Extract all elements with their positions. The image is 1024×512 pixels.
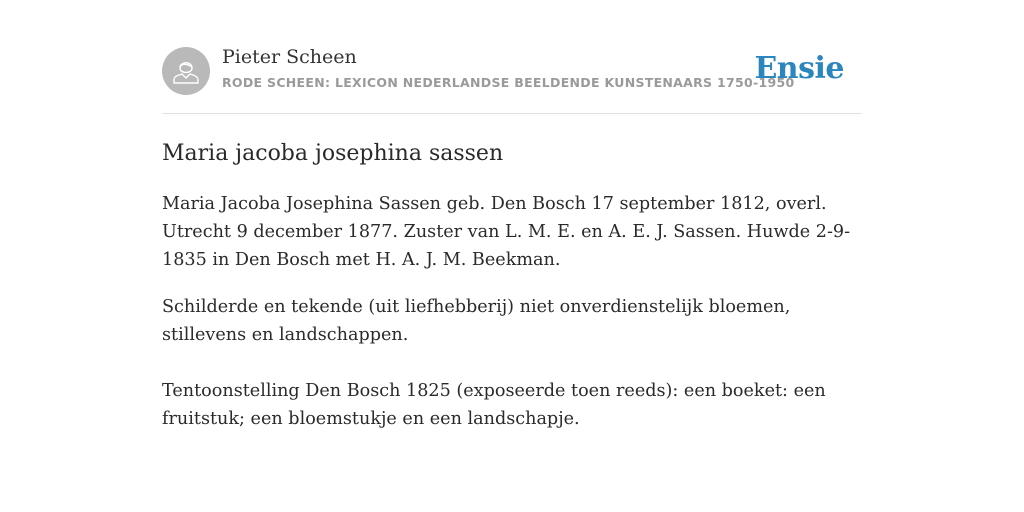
article-paragraph-1: Maria Jacoba Josephina Sassen geb. Den Bosch 17 september 1812, overl. Utrecht 9 december 1877. Zuster van L. M. E. en A. E. J. Sassen. Huwde 2-9-1835 in Den Bosch met H. A. J. M. Beekman. — [162, 194, 851, 270]
user-icon — [162, 47, 210, 95]
article-paragraph-2: Schilderde en tekende (uit liefhebberij) niet onverdienstelijk bloemen, stillevens en landschappen. — [162, 297, 791, 345]
article-paragraph-3: Tentoonstelling Den Bosch 1825 (exposeerde toen reeds): een boeket: een fruitstuk; een bloemstukje en een landschapje. — [162, 381, 826, 429]
author-avatar[interactable] — [162, 47, 210, 95]
article-title: Maria jacoba josephina sassen — [162, 141, 504, 166]
article-header — [162, 40, 862, 114]
brand-logo[interactable]: Ensie — [754, 51, 844, 86]
author-name[interactable]: Pieter Scheen — [222, 46, 357, 68]
article-card — [162, 40, 862, 433]
source-title[interactable]: RODE SCHEEN: LEXICON NEDERLANDSE BEELDENDE KUNSTENAARS 1750-1950 — [222, 75, 795, 90]
